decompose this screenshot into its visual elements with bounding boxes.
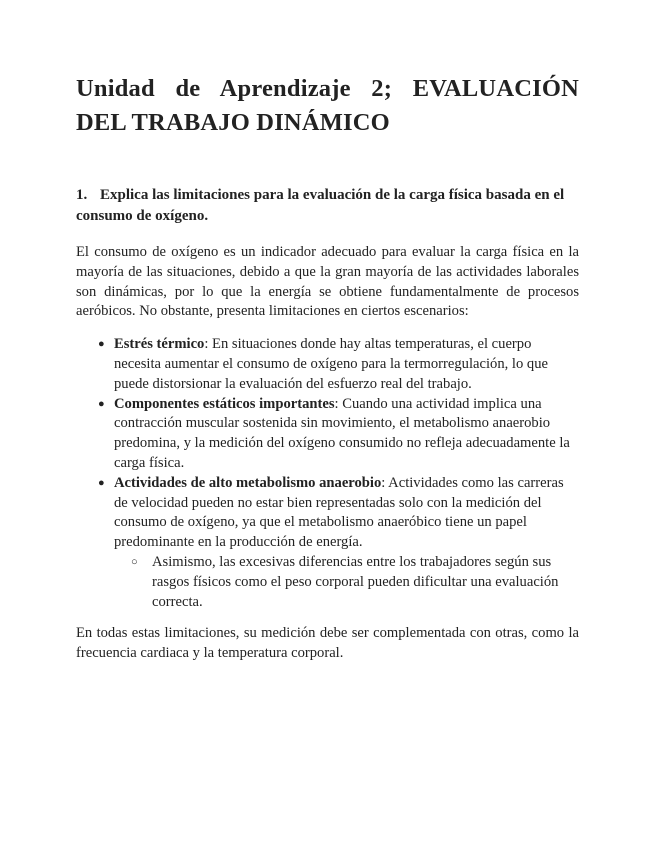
question-text: Explica las limitaciones para la evaluación de la carga física basada en el consumo de oxígeno. — [76, 187, 565, 224]
sub-list — [114, 553, 579, 612]
conclusion-paragraph: En todas estas limitaciones, su medición debe ser complementada con otras, como la frecuencia cardiaca y la temperatura corporal. — [76, 625, 579, 662]
list-item-text: : En situaciones donde hay altas temperaturas, el cuerpo necesita aumentar el consumo de oxígeno para la termorregulación, lo que puede distorsionar la evaluación del esfuerzo real del trabajo. — [114, 336, 548, 392]
question-number: 1. — [76, 187, 88, 203]
sub-list-item-text: Asimismo, las excesivas diferencias entre los trabajadores según sus rasgos físicos como el peso corporal pueden dificultar una evaluación correcta. — [152, 553, 559, 610]
bullet-icon: ● — [98, 476, 105, 489]
list-item-text: : Cuando una actividad implica una contracción muscular sostenida sin movimiento, el metabolismo anaerobio predomina, y la medición del oxígeno consumido no refleja adecuadamente la carga física. — [114, 395, 570, 471]
list-item-term: Estrés térmico — [114, 336, 205, 353]
question-heading — [76, 185, 579, 227]
list-item — [76, 395, 579, 474]
document-title: Unidad de Aprendizaje 2; EVALUACIÓN DEL TRABAJO DINÁMICO — [76, 75, 579, 136]
list-item-term: Componentes estáticos importantes — [114, 395, 335, 412]
document-page — [76, 72, 579, 664]
limitations-list — [76, 335, 579, 612]
list-item — [76, 474, 579, 613]
intro-paragraph: El consumo de oxígeno es un indicador adecuado para evaluar la carga física en la mayoría de las situaciones, debido a que la gran mayoría de las actividades laborales son dinámicas, por lo que la energía se obtiene fundamentalmente de procesos aeróbicos. No obstante, presenta limitaciones en ciertos escenarios: — [76, 244, 579, 320]
bullet-icon: ● — [98, 338, 105, 351]
sub-bullet-icon: ○ — [131, 555, 138, 568]
list-item-text: : Actividades como las carreras de velocidad pueden no estar bien representadas solo con la medición del consumo de oxígeno, ya que el metabolismo anaeróbico tiene un papel predominante en la producción de energía. — [114, 474, 564, 551]
sub-list-item — [114, 553, 579, 612]
list-item-term: Actividades de alto metabolismo anaerobio — [114, 474, 382, 491]
bullet-icon: ● — [98, 397, 105, 410]
list-item — [76, 335, 579, 394]
